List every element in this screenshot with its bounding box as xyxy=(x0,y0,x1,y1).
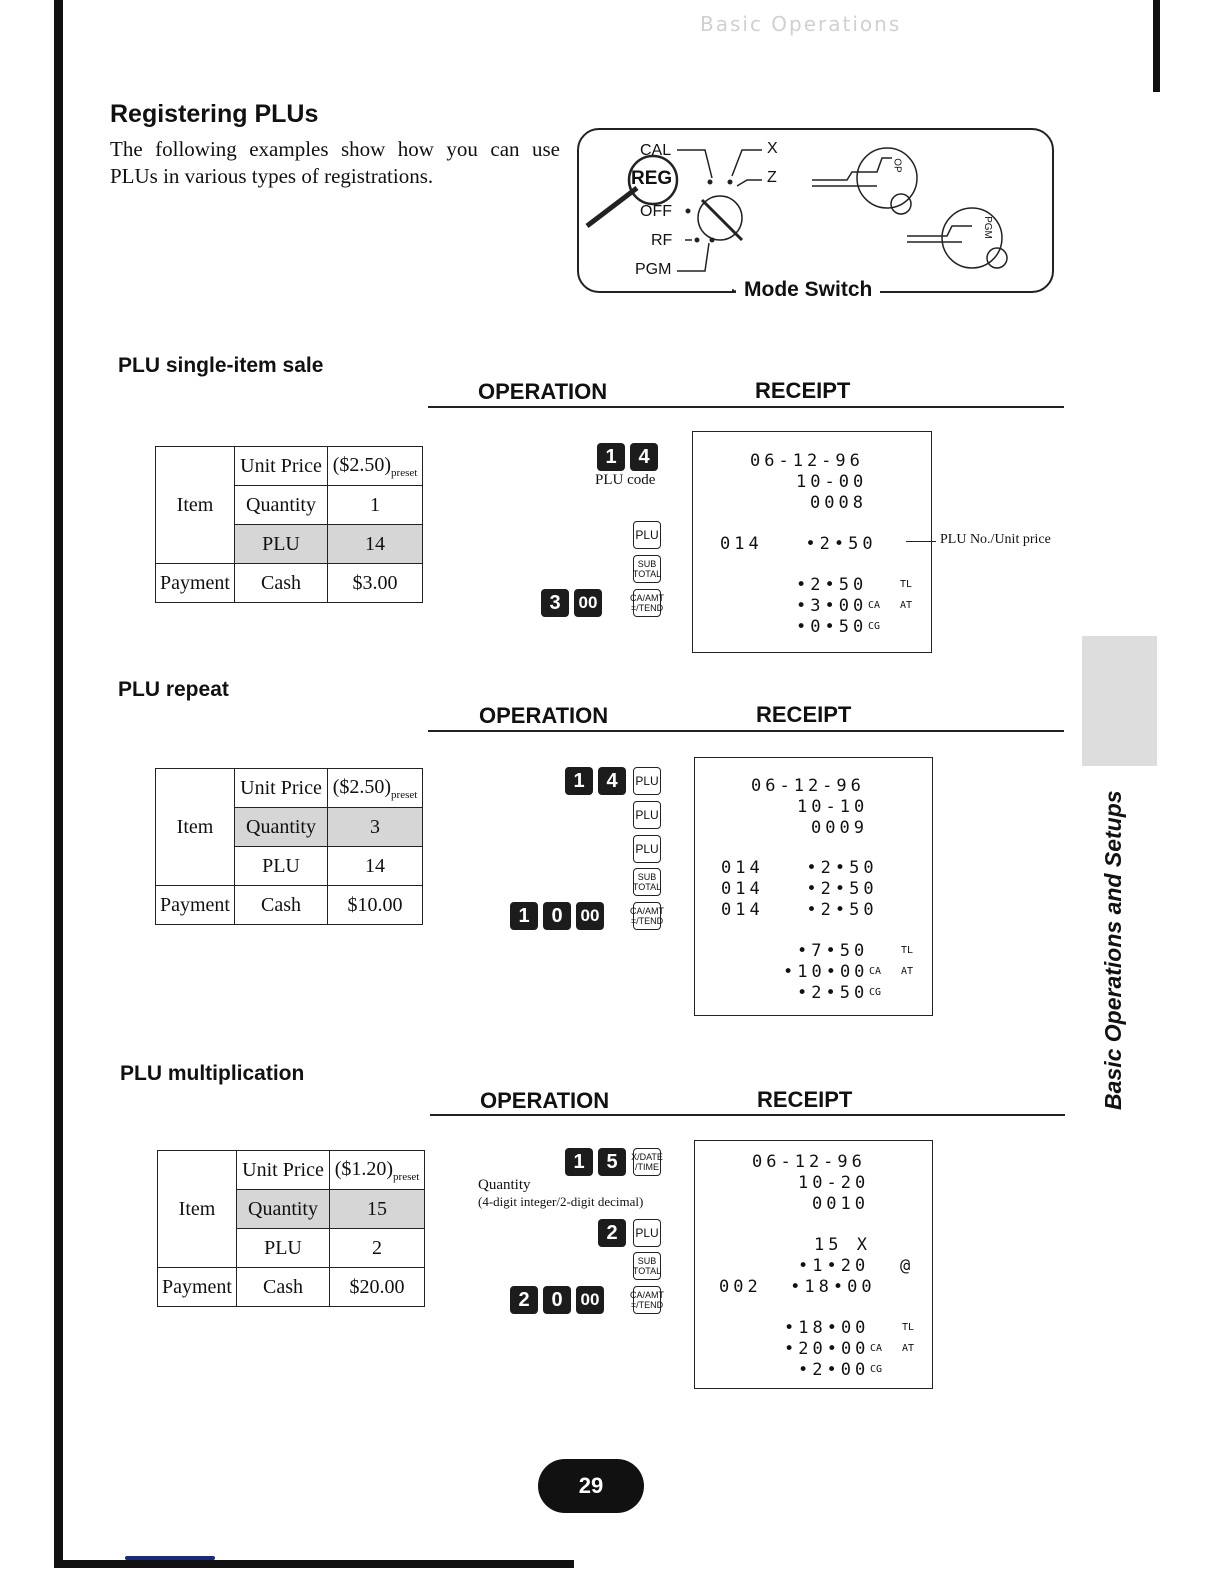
item-label: Item xyxy=(158,1151,237,1268)
receipt-symbol: AT xyxy=(901,966,914,977)
item-table xyxy=(157,1150,425,1307)
chapter-title: Basic Operations and Setups xyxy=(1100,790,1126,1110)
receipt-item-line: 014 •2•50 xyxy=(721,900,878,920)
receipt-symbol: CG xyxy=(869,987,882,998)
plu-label: PLU xyxy=(235,525,328,564)
numeric-key: 00 xyxy=(576,902,604,930)
quantity-value: 3 xyxy=(328,808,423,847)
receipt-item-line: 014 •2•50 xyxy=(720,534,877,554)
receipt-head: RECEIPT xyxy=(756,702,852,727)
unit-price-label: Unit Price xyxy=(235,769,328,808)
operation-head: OPERATION xyxy=(478,379,608,404)
receipt-time: 10-10 xyxy=(797,797,869,817)
receipt-symbol: TL xyxy=(902,1322,915,1333)
numeric-key: 2 xyxy=(510,1286,538,1314)
op-note: Quantity xyxy=(478,1177,531,1193)
cash-label: Cash xyxy=(235,564,328,603)
item-table xyxy=(155,768,423,925)
section-rule xyxy=(428,406,1064,408)
mode-rf-label: RF xyxy=(651,232,673,249)
operation-head: OPERATION xyxy=(479,703,609,728)
plu-value: 14 xyxy=(328,525,423,564)
unit-price-value: $(\$2.50)_{preset}$ xyxy=(328,447,423,486)
receipt-head: RECEIPT xyxy=(757,1087,853,1112)
section-title-repeat: PLU repeat xyxy=(118,678,229,701)
op-note-detail: (4-digit integer/2-digit decimal) xyxy=(478,1194,644,1209)
op-note: PLU code xyxy=(595,472,656,488)
receipt-consec: 0010 xyxy=(812,1194,869,1214)
receipt-item-line: 014 •2•50 xyxy=(721,858,878,878)
receipt-tendered: •10•00 xyxy=(783,962,869,982)
receipt-at-symbol: @ xyxy=(900,1256,911,1276)
subtotal-key: SUB TOTAL xyxy=(633,868,661,896)
intro-text: The following examples show how you can use PLUs in various types of registrations. xyxy=(110,137,560,188)
numeric-key: 0 xyxy=(543,1286,571,1314)
payment-label: Payment xyxy=(156,564,235,603)
mode-reg-label: REG xyxy=(631,168,673,189)
unit-price-value: $(\$1.20)_{preset}$ xyxy=(330,1151,425,1190)
receipt-symbol: CG xyxy=(868,621,881,632)
receipt-consec: 0009 xyxy=(811,818,868,838)
plu-key: PLU xyxy=(633,801,661,829)
receipt-symbol: CA xyxy=(868,600,881,611)
plu-key: PLU xyxy=(633,1219,661,1247)
ca-amt-tend-key: CA/AMT =/TEND xyxy=(633,1286,661,1314)
op-key-head xyxy=(857,148,917,208)
plu-value: 14 xyxy=(328,847,423,886)
section-rule xyxy=(428,730,1064,732)
page-number: 29 xyxy=(538,1459,644,1513)
plu-value: 2 xyxy=(330,1229,425,1268)
receipt-change: •0•50 xyxy=(796,617,868,637)
numeric-key: 00 xyxy=(576,1286,604,1314)
receipt-total: •7•50 xyxy=(797,941,869,961)
bottom-bar xyxy=(54,1560,574,1568)
cash-value: $20.00 xyxy=(330,1268,425,1307)
numeric-key: 0 xyxy=(543,902,571,930)
numeric-key: 1 xyxy=(565,767,593,795)
ca-amt-tend-key: CA/AMT =/TEND xyxy=(633,902,661,930)
subtotal-key: SUB TOTAL xyxy=(633,555,661,583)
receipt-unit-line: •1•20 xyxy=(798,1256,870,1276)
receipt-total: •2•50 xyxy=(796,575,868,595)
z-leader xyxy=(737,180,762,186)
bottom-accent xyxy=(125,1556,215,1560)
operation-head: OPERATION xyxy=(480,1088,610,1113)
quantity-label: Quantity xyxy=(235,486,328,525)
receipt-time: 10-00 xyxy=(796,472,868,492)
receipt-symbol: AT xyxy=(900,600,913,611)
section-rule xyxy=(430,1114,1065,1116)
mode-switch-label: Mode Switch xyxy=(736,278,880,302)
receipt-symbol: TL xyxy=(900,579,913,590)
item-label: Item xyxy=(156,447,235,564)
dial-pointer xyxy=(702,200,742,240)
numeric-key: 1 xyxy=(510,902,538,930)
plu-key: PLU xyxy=(633,767,661,795)
mode-cal-label: CAL xyxy=(640,142,672,159)
mode-off-label: OFF xyxy=(640,203,672,220)
page-title: Registering PLUs xyxy=(110,100,319,128)
pgm-key-label: PGM xyxy=(981,216,993,239)
receipt-qty-line: 15 X xyxy=(814,1235,871,1255)
receipt-date: 06-12-96 xyxy=(752,1152,866,1172)
plu-key: PLU xyxy=(633,835,661,863)
unit-price-label: Unit Price xyxy=(235,447,328,486)
chapter-tab xyxy=(1082,636,1157,766)
op-key-shaft xyxy=(812,158,892,180)
annotation-plu-unit-price: PLU No./Unit price xyxy=(940,532,1051,547)
receipt-symbol: CG xyxy=(870,1364,883,1375)
receipt-tendered: •3•00 xyxy=(796,596,868,616)
plu-label: PLU xyxy=(235,847,328,886)
item-table xyxy=(155,446,423,603)
numeric-key: 1 xyxy=(597,443,625,471)
receipt-change: •2•50 xyxy=(797,983,869,1003)
unit-price-value: $(\$2.50)_{preset}$ xyxy=(328,769,423,808)
receipt-time: 10-20 xyxy=(798,1173,870,1193)
numeric-key: 2 xyxy=(598,1219,626,1247)
annotation-leader xyxy=(906,541,936,542)
receipt-item-line: 014 •2•50 xyxy=(721,879,878,899)
receipt-symbol: TL xyxy=(901,945,914,956)
faded-header: Basic Operations xyxy=(700,12,902,36)
receipt-symbol: AT xyxy=(902,1343,915,1354)
receipt-change: •2•00 xyxy=(798,1360,870,1380)
cal-leader xyxy=(677,150,712,178)
plu-label: PLU xyxy=(237,1229,330,1268)
cash-value: $10.00 xyxy=(328,886,423,925)
numeric-key: 4 xyxy=(630,443,658,471)
receipt-item-line: 002 •18•00 xyxy=(719,1277,876,1297)
pgm-key-shaft xyxy=(907,226,972,236)
quantity-value: 1 xyxy=(328,486,423,525)
plu-key: PLU xyxy=(633,521,661,549)
payment-label: Payment xyxy=(156,886,235,925)
receipt-date: 06-12-96 xyxy=(750,451,864,471)
mode-z-label: Z xyxy=(767,169,777,186)
receipt-head: RECEIPT xyxy=(755,378,851,403)
pointer-hand xyxy=(587,188,637,226)
numeric-key: 4 xyxy=(598,767,626,795)
receipt-consec: 0008 xyxy=(810,493,867,513)
mode-x-label: X xyxy=(767,140,778,157)
payment-label: Payment xyxy=(158,1268,237,1307)
x-leader xyxy=(732,150,762,176)
numeric-key: 1 xyxy=(565,1148,593,1176)
x-date-time-key: X/DATE /TIME xyxy=(633,1148,661,1176)
numeric-key: 00 xyxy=(574,589,602,617)
pgm-leader xyxy=(677,243,709,271)
item-label: Item xyxy=(156,769,235,886)
section-title-single-sale: PLU single-item sale xyxy=(118,354,324,377)
left-margin-bar xyxy=(54,0,63,1568)
quantity-label: Quantity xyxy=(235,808,328,847)
receipt-tendered: •20•00 xyxy=(784,1339,870,1359)
quantity-label: Quantity xyxy=(237,1190,330,1229)
receipt-symbol: CA xyxy=(869,966,882,977)
pgm-key-head xyxy=(942,208,1002,268)
cash-label: Cash xyxy=(237,1268,330,1307)
numeric-key: 3 xyxy=(541,589,569,617)
receipt-symbol: CA xyxy=(870,1343,883,1354)
cash-value: $3.00 xyxy=(328,564,423,603)
unit-price-label: Unit Price xyxy=(237,1151,330,1190)
mode-pgm-label: PGM xyxy=(635,261,672,278)
quantity-value: 15 xyxy=(330,1190,425,1229)
section-title-multiplication: PLU multiplication xyxy=(120,1062,305,1085)
ca-amt-tend-key: CA/AMT =/TEND xyxy=(633,589,661,617)
right-margin-bar xyxy=(1153,0,1160,92)
cash-label: Cash xyxy=(235,886,328,925)
receipt-date: 06-12-96 xyxy=(751,776,865,796)
receipt-total: •18•00 xyxy=(784,1318,870,1338)
op-key-label: OP xyxy=(891,158,903,173)
subtotal-key: SUB TOTAL xyxy=(633,1252,661,1280)
numeric-key: 5 xyxy=(598,1148,626,1176)
